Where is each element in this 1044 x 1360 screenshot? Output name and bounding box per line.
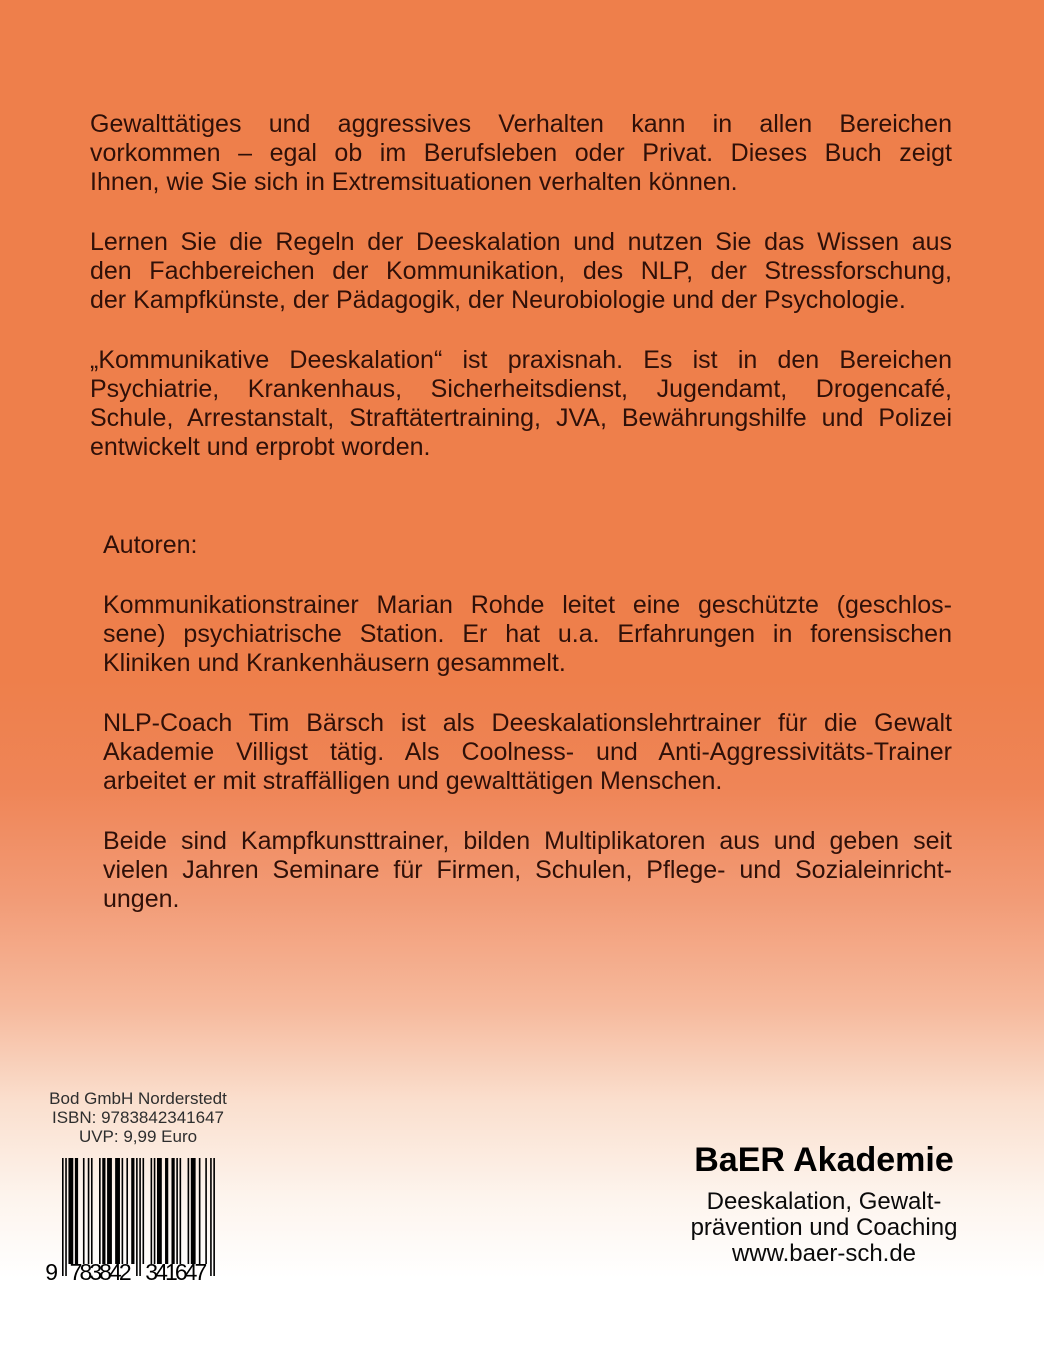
text-line: Autoren: (103, 531, 198, 559)
paragraph-praxis (90, 346, 952, 462)
text-line: „Kommunikative Deeskalation“ ist praxisnah. Es ist in den Bereichen (90, 346, 952, 374)
paragraph-intro (90, 110, 952, 197)
back-cover-blurb (90, 110, 952, 945)
ean13-barcode-svg (42, 1158, 242, 1286)
paragraph-deeskalation-rules (90, 228, 952, 315)
text-line: der Kampfkünste, der Pädagogik, der Neurobiologie und der Psychologie. (90, 286, 906, 314)
text-line: Ihnen, wie Sie sich in Extremsituationen verhalten können. (90, 168, 738, 196)
ean13-barcode (42, 1158, 242, 1286)
text-line: Kliniken und Krankenhäusern gesammelt. (103, 649, 566, 677)
text-line: Gewalttätiges und aggressives Verhalten kann in allen Bereichen (90, 110, 952, 138)
publisher-tagline-line: prävention und Coaching (690, 1214, 958, 1241)
text-line: entwickelt und erprobt worden. (90, 433, 431, 461)
text-line: Psychiatrie, Krankenhaus, Sicherheitsdienst, Jugendamt, Drogencafé, (90, 375, 952, 403)
text-line: Akademie Villigst tätig. Als Coolness- und Anti-Aggressivitäts-Trainer (103, 738, 952, 766)
paragraph-both-authors (103, 827, 952, 914)
text-line: arbeitet er mit straffälligen und gewalttätigen Menschen. (103, 767, 723, 795)
paragraph-author-baersch (103, 709, 952, 796)
publisher-block (652, 1141, 996, 1267)
svg-text:9: 9 (45, 1259, 58, 1285)
imprint-block (18, 1089, 258, 1146)
text-line: Kommunikationstrainer Marian Rohde leitet eine geschützte (geschlos- (103, 591, 952, 619)
publisher-name: BaER Akademie (694, 1141, 954, 1179)
authors-section (90, 531, 952, 914)
text-line: Lernen Sie die Regeln der Deeskalation und nutzen Sie das Wissen aus (90, 228, 952, 256)
imprint-price: UVP: 9,99 Euro (78, 1127, 198, 1146)
svg-text:783842: 783842 (69, 1259, 132, 1285)
svg-text:341647: 341647 (145, 1259, 208, 1285)
paragraph-author-rohde (103, 591, 952, 678)
imprint-publisher: Bod GmbH Norderstedt (49, 1089, 227, 1108)
text-line: sene) psychiatrische Station. Er hat u.a. Erfahrungen in forensischen (103, 620, 952, 648)
text-line: vorkommen – egal ob im Berufsleben oder Privat. Dieses Buch zeigt (90, 139, 952, 167)
publisher-website: www.baer-sch.de (731, 1240, 917, 1267)
text-line: vielen Jahren Seminare für Firmen, Schulen, Pflege- und Sozialeinricht- (103, 856, 952, 884)
publisher-tagline-line: Deeskalation, Gewalt- (706, 1188, 942, 1215)
text-line: ungen. (103, 885, 180, 913)
text-line: Beide sind Kampfkunsttrainer, bilden Multiplikatoren aus und geben seit (103, 827, 952, 855)
imprint-isbn: ISBN: 9783842341647 (51, 1108, 225, 1127)
text-line: Schule, Arrestanstalt, Straftätertraining, JVA, Bewährungshilfe und Polizei (90, 404, 952, 432)
authors-heading (103, 531, 952, 560)
text-line: NLP-Coach Tim Bärsch ist als Deeskalationslehrtrainer für die Gewalt (103, 709, 952, 737)
text-line: den Fachbereichen der Kommunikation, des NLP, der Stressforschung, (90, 257, 952, 285)
